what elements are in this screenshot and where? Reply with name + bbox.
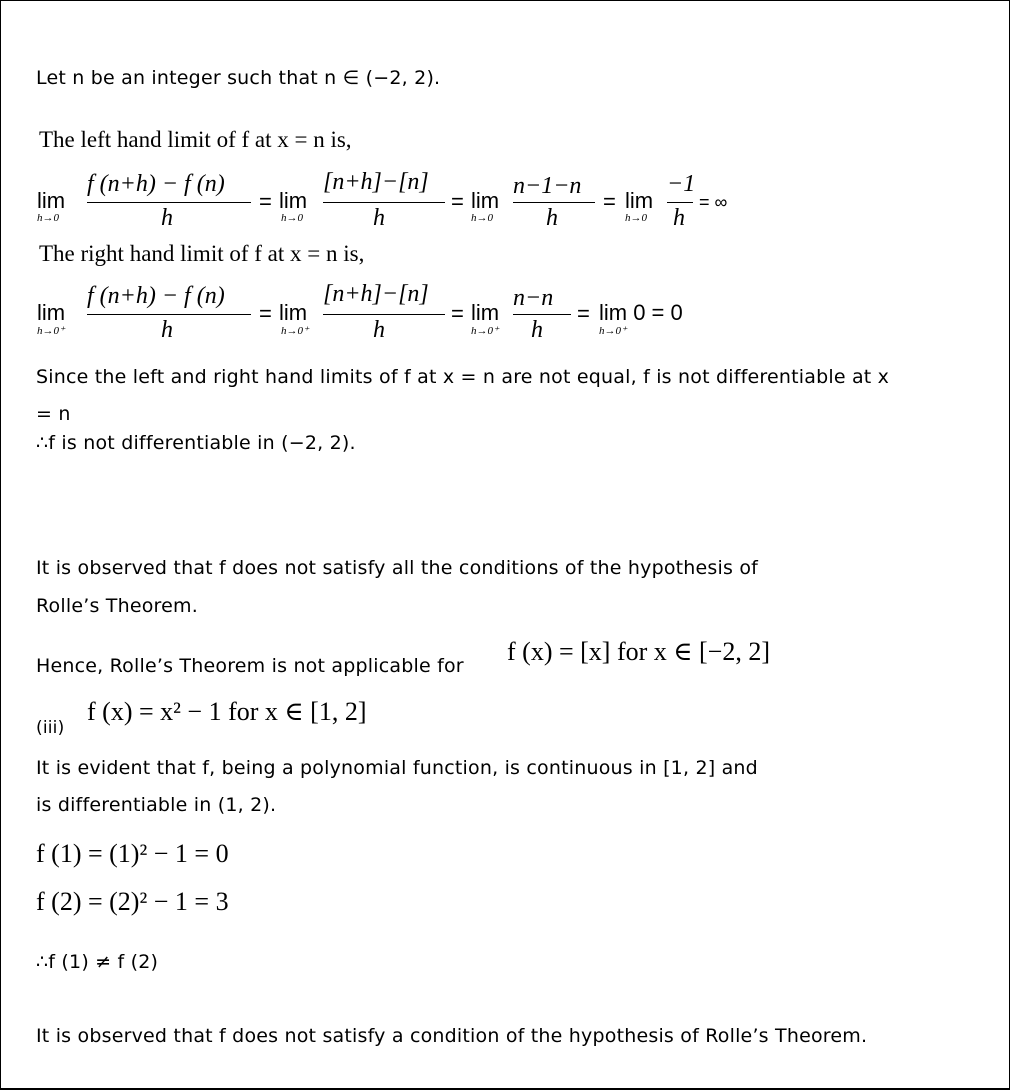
since-line-continued: = n <box>36 403 71 425</box>
lim-operator: lim <box>471 188 500 213</box>
left-limit-heading: The left hand limit of f at x = n is, <box>39 127 352 152</box>
fraction-bar <box>513 314 571 315</box>
equals-sign: = <box>603 189 616 214</box>
intro-line: Let n be an integer such that n ∈ (−2, 2). <box>36 67 441 89</box>
fraction-numerator: f (n+h) − f (n) <box>87 171 225 197</box>
equals-sign: = <box>259 189 272 214</box>
lim-operator: lim <box>625 188 654 213</box>
lim-subscript: h→0⁺ <box>37 325 65 337</box>
lim-subscript: h→0 <box>281 212 303 224</box>
fraction-numerator: n−n <box>513 285 554 311</box>
lim-subscript: h→0 <box>37 212 59 224</box>
observation-line-continued: Rolle’s Theorem. <box>36 595 198 617</box>
fraction-denominator: h <box>373 317 385 343</box>
since-line: Since the left and right hand limits of f at x = n are not equal, f is not differentiable at x <box>36 366 890 388</box>
fraction-denominator: h <box>161 317 173 343</box>
f2-equation: f (2) = (2)² − 1 = 3 <box>36 887 229 916</box>
fraction-numerator: −1 <box>667 171 696 197</box>
equals-sign: = <box>451 301 464 326</box>
equals-sign: = <box>577 301 590 326</box>
inequality-line: ∴f (1) ≠ f (2) <box>36 951 159 973</box>
observation-line: It is observed that f does not satisfy all the conditions of the hypothesis of <box>36 557 759 579</box>
fraction-bar <box>323 202 445 203</box>
lim-operator: lim <box>471 300 500 325</box>
hence-line: Hence, Rolle’s Theorem is not applicable for <box>36 655 464 677</box>
lim-subscript: h→0 <box>625 212 647 224</box>
lim-subscript: h→0⁺ <box>471 325 499 337</box>
evident-line-continued: is differentiable in (1, 2). <box>36 794 277 816</box>
part-formula: f (x) = x² − 1 for x ∈ [1, 2] <box>87 697 367 726</box>
fraction-bar <box>667 202 693 203</box>
fraction-denominator: h <box>373 205 385 231</box>
fraction-numerator: n−1−n <box>513 173 582 199</box>
lim-operator: lim <box>279 300 308 325</box>
equals-sign: = <box>259 301 272 326</box>
equals-sign: = <box>451 189 464 214</box>
fraction-denominator: h <box>531 317 543 343</box>
limit-result: lim 0 = 0 <box>599 300 683 325</box>
limit-result: = ∞ <box>699 192 728 212</box>
right-limit-heading: The right hand limit of f at x = n is, <box>39 241 365 266</box>
fraction-bar <box>513 202 595 203</box>
final-observation-line: It is observed that f does not satisfy a condition of the hypothesis of Rolle’s Theorem. <box>36 1025 868 1047</box>
fraction-denominator: h <box>161 205 173 231</box>
fraction-denominator: h <box>546 205 558 231</box>
lim-operator: lim <box>37 188 66 213</box>
lim-operator: lim <box>279 188 308 213</box>
fraction-numerator: [n+h]−[n] <box>323 169 429 195</box>
fraction-bar <box>87 314 251 315</box>
lim-operator: lim <box>37 300 66 325</box>
lim-subscript: h→0⁺ <box>599 325 627 337</box>
fraction-numerator: f (n+h) − f (n) <box>87 283 225 309</box>
fraction-denominator: h <box>673 205 685 231</box>
conclusion-line: ∴f is not differentiable in (−2, 2). <box>36 432 356 454</box>
part-label: (iii) <box>36 718 65 738</box>
fraction-numerator: [n+h]−[n] <box>323 281 429 307</box>
lim-subscript: h→0⁺ <box>281 325 309 337</box>
fraction-bar <box>87 202 251 203</box>
f1-equation: f (1) = (1)² − 1 = 0 <box>36 839 229 868</box>
lim-subscript: h→0 <box>471 212 493 224</box>
hence-formula: f (x) = [x] for x ∈ [−2, 2] <box>507 637 770 666</box>
evident-line: It is evident that f, being a polynomial function, is continuous in [1, 2] and <box>36 757 758 779</box>
fraction-bar <box>323 314 445 315</box>
